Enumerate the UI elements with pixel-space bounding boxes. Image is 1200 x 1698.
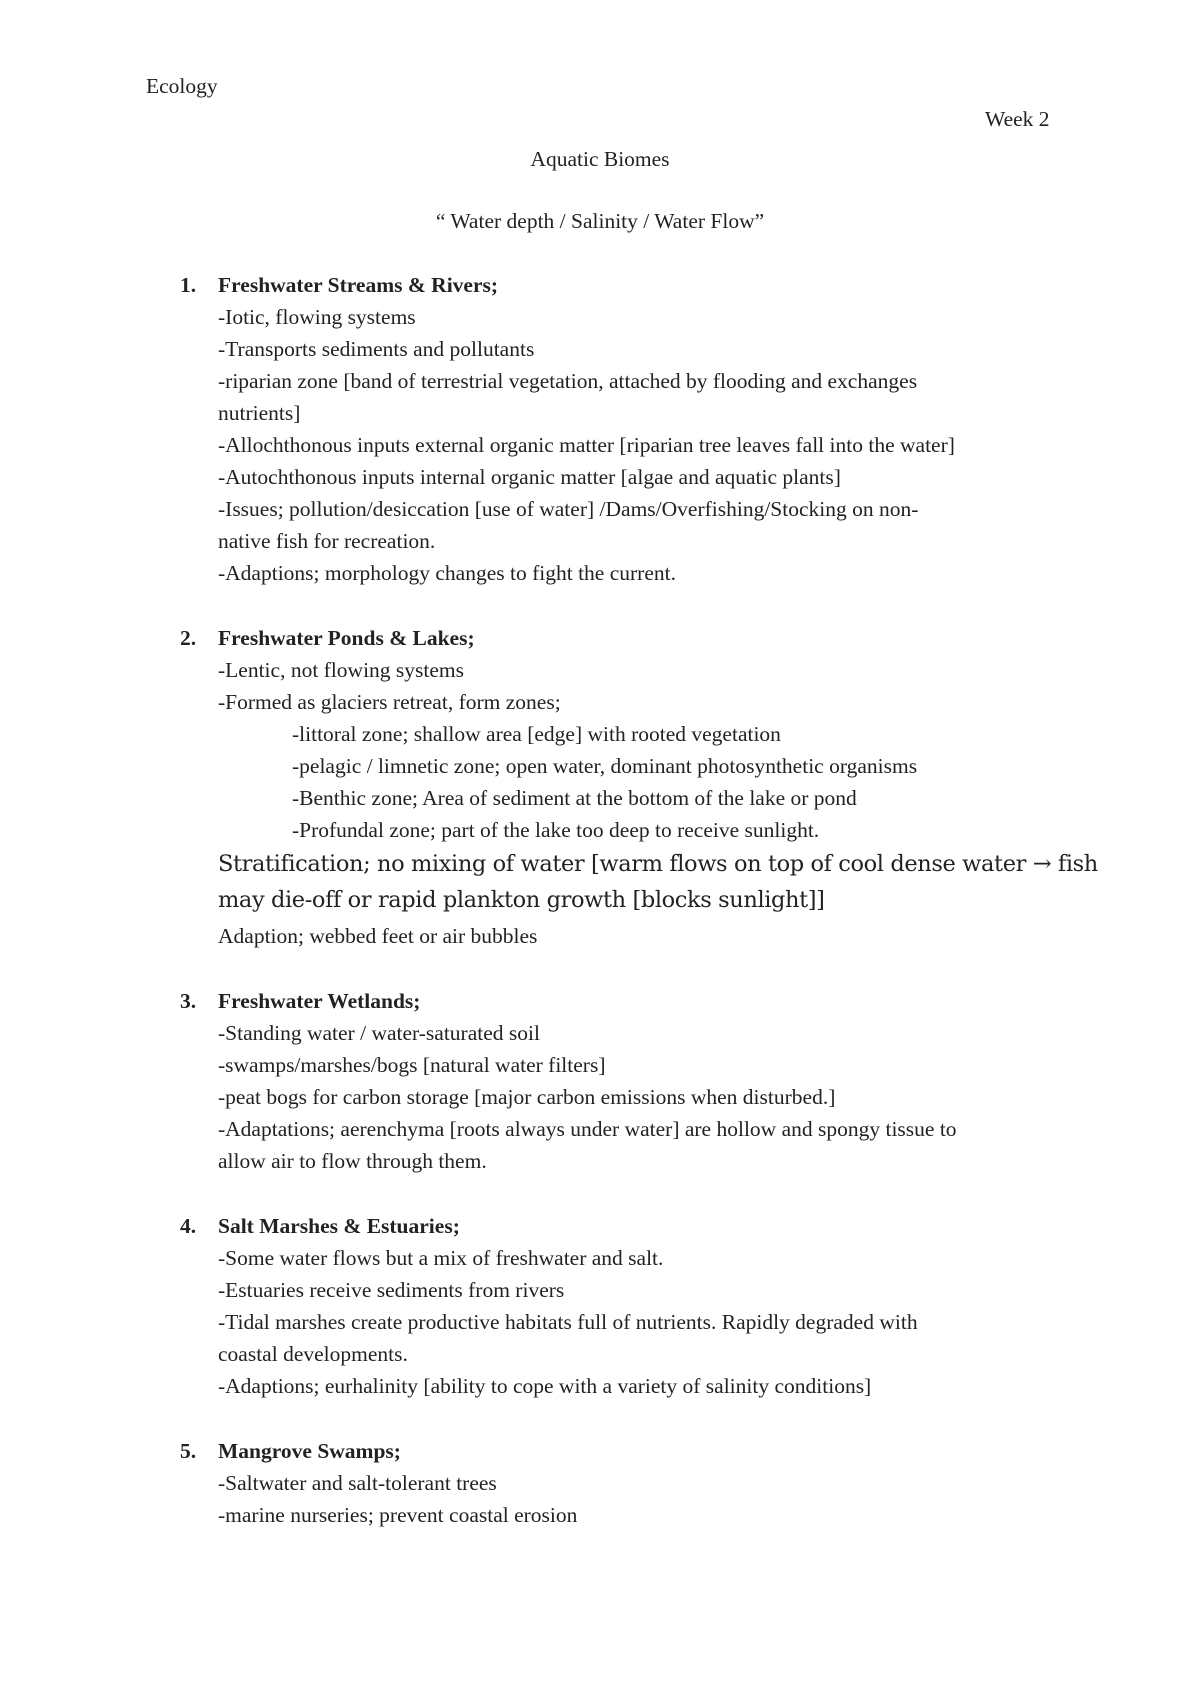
section-line: -Autochthonous inputs internal organic matter [algae and aquatic plants]	[218, 465, 841, 489]
stratification-line: Stratification; no mixing of water [warm flows on top of cool dense water → fish	[218, 851, 1098, 877]
section-line: -marine nurseries; prevent coastal erosion	[218, 1503, 578, 1527]
section-number: 2.	[180, 626, 197, 650]
section-line: coastal developments.	[218, 1342, 408, 1366]
section-line: allow air to flow through them.	[218, 1149, 487, 1173]
section-line: -Adaptions; morphology changes to fight the current.	[218, 561, 676, 585]
section-heading: Freshwater Wetlands;	[218, 989, 421, 1013]
section-line: -Adaptions; eurhalinity [ability to cope with a variety of salinity conditions]	[218, 1374, 872, 1398]
section-line: -Some water flows but a mix of freshwater and salt.	[218, 1246, 664, 1270]
adaption-line: Adaption; webbed feet or air bubbles	[218, 924, 538, 948]
section-line: -Iotic, flowing systems	[218, 305, 416, 329]
section-line: -Issues; pollution/desiccation [use of water] /Dams/Overfishing/Stocking on non-	[218, 497, 919, 521]
section-number: 5.	[180, 1439, 197, 1463]
section-line: -Lentic, not flowing systems	[218, 658, 465, 682]
section-line: -riparian zone [band of terrestrial vegetation, attached by flooding and exchanges	[218, 369, 918, 393]
zone-line-littoral: -littoral zone; shallow area [edge] with rooted vegetation	[292, 722, 781, 746]
section-line: -Estuaries receive sediments from rivers	[218, 1278, 565, 1302]
section-line: -Allochthonous inputs external organic matter [riparian tree leaves fall into the water]	[218, 433, 955, 457]
week-label: Week 2	[985, 107, 1050, 131]
section-line: -Formed as glaciers retreat, form zones;	[218, 690, 561, 714]
section-number: 1.	[180, 273, 197, 297]
zone-line-pelagic: -pelagic / limnetic zone; open water, dominant photosynthetic organisms	[292, 754, 918, 778]
section-line: native fish for recreation.	[218, 529, 436, 553]
section-number: 3.	[180, 989, 197, 1013]
section-line: -Tidal marshes create productive habitats full of nutrients. Rapidly degraded with	[218, 1310, 918, 1334]
section-line: -Transports sediments and pollutants	[218, 337, 535, 361]
section-line: -Standing water / water-saturated soil	[218, 1021, 540, 1045]
section-heading: Mangrove Swamps;	[218, 1439, 401, 1463]
section-number: 4.	[180, 1214, 197, 1238]
section-line: -Saltwater and salt-tolerant trees	[218, 1471, 497, 1495]
section-line: nutrients]	[218, 401, 301, 425]
section-heading: Salt Marshes & Estuaries;	[218, 1214, 460, 1238]
stratification-line: may die-off or rapid plankton growth [blocks sunlight]]	[218, 887, 825, 913]
section-line: -swamps/marshes/bogs [natural water filters]	[218, 1053, 606, 1077]
section-line: -peat bogs for carbon storage [major carbon emissions when disturbed.]	[218, 1085, 836, 1109]
page-subtitle: “ Water depth / Salinity / Water Flow”	[435, 209, 765, 233]
zone-line-profundal: -Profundal zone; part of the lake too deep to receive sunlight.	[292, 818, 820, 842]
section-heading: Freshwater Ponds & Lakes;	[218, 626, 475, 650]
course-name: Ecology	[146, 74, 218, 98]
zone-line-benthic: -Benthic zone; Area of sediment at the bottom of the lake or pond	[292, 786, 857, 810]
section-line: -Adaptations; aerenchyma [roots always under water] are hollow and spongy tissue to	[218, 1117, 957, 1141]
section-heading: Freshwater Streams & Rivers;	[218, 273, 499, 297]
page-title: Aquatic Biomes	[530, 147, 670, 171]
